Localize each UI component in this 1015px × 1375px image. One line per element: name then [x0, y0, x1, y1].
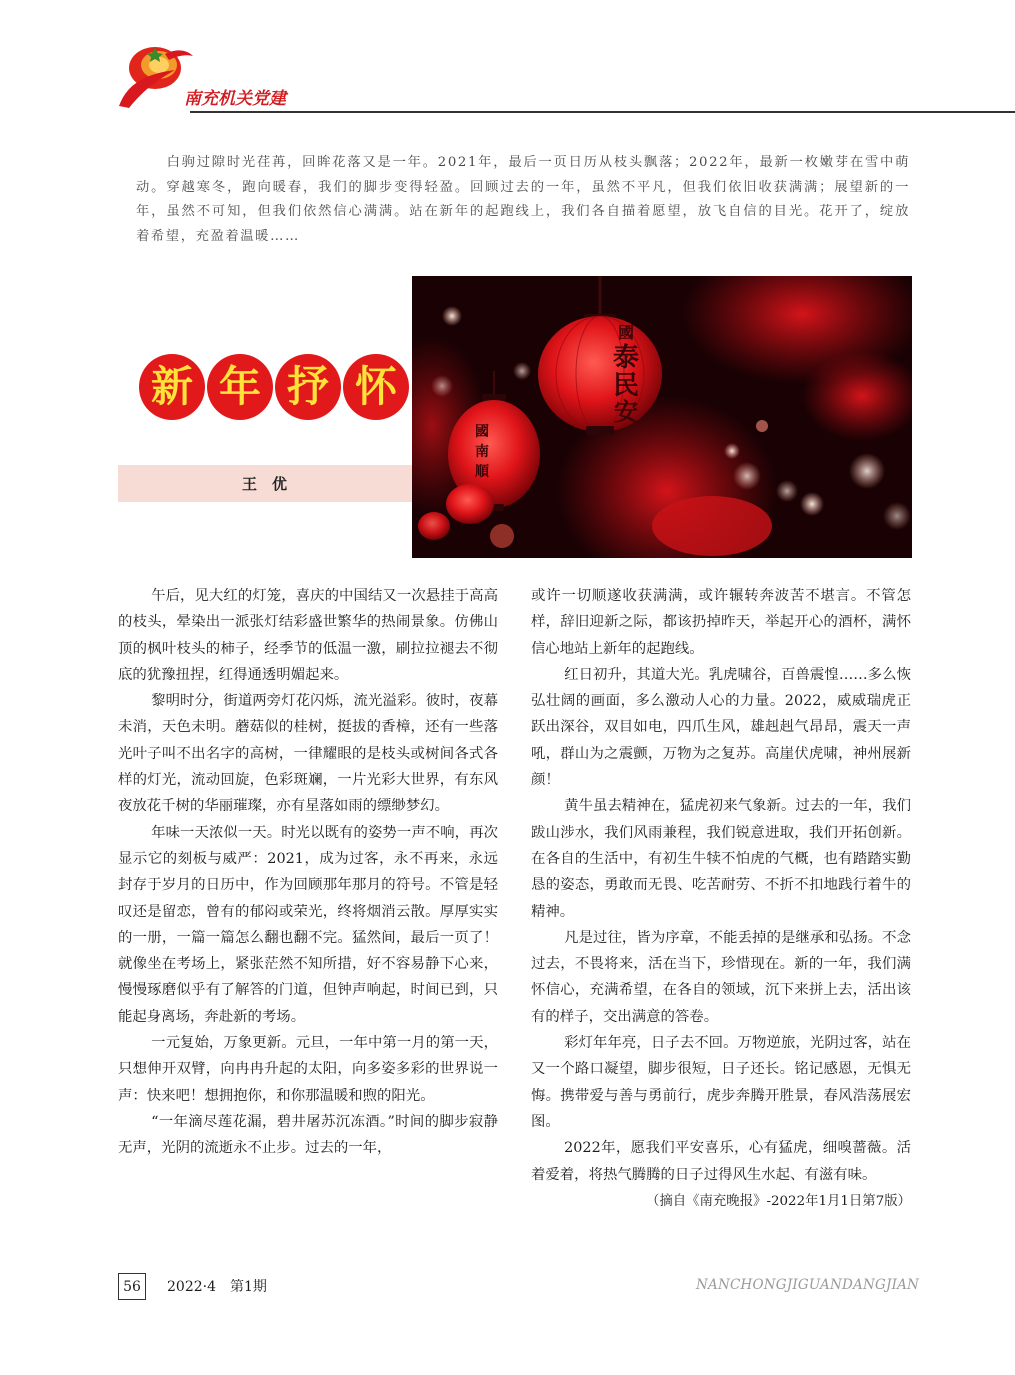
article-paragraph: 凡是过往，皆为序章，不能丢掉的是继承和弘扬。不念过去，不畏将来，活在当下，珍惜现在。新的一年，我们满怀信心，充满希望，在各自的领域，沉下来拼上去，活出该有的样子，交出满意的答卷。	[531, 929, 911, 1025]
author-band	[118, 465, 414, 502]
intro-text	[136, 151, 910, 249]
article-title	[139, 354, 409, 420]
article-paragraph: 2022年，愿我们平安喜乐，心有猛虎，细嗅蔷薇。活着爱着，将热气腾腾的日子过得风生水起、有滋有味。	[531, 1140, 911, 1183]
lantern-photo	[412, 276, 912, 558]
author-name: 王优	[242, 475, 303, 493]
page-number: 56	[118, 1273, 146, 1300]
article-paragraph: 黎明时分，街道两旁灯花闪烁，流光溢彩。彼时，夜幕未消，天色未明。蘑菇似的桂树，挺拔的香樟，还有一些落光叶子叫不出名字的高树，一律耀眼的是枝头或树间各式各样的灯光，流动回旋，色彩斑斓，一片光彩大世界，有东风夜放花千树的华丽璀璨，亦有星落如雨的缥缈梦幻。	[118, 693, 498, 815]
lantern-char: 安	[614, 397, 638, 426]
title-char: 抒	[275, 354, 341, 420]
lantern-char: 國	[617, 323, 635, 342]
article-paragraph: 一元复始，万象更新。元旦，一年中第一月的第一天，只想伸开双臂，向冉冉升起的太阳，向多姿多彩的世界说一声：快来吧！想拥抱你，和你那温暖和煦的阳光。	[118, 1035, 498, 1104]
magazine-name: 南充机关党建	[184, 89, 286, 109]
title-char: 年	[207, 354, 273, 420]
article-paragraph: 黄牛虽去精神在，猛虎初来气象新。过去的一年，我们跋山涉水，我们风雨兼程，我们锐意进取，我们开拓创新。在各自的生活中，有初生牛犊不怕虎的气概，也有踏踏实勤恳的姿态，勇敢而无畏、吃苦耐劳、不折不扣地践行着牛的精神。	[531, 798, 911, 920]
article-column-left	[118, 583, 498, 1162]
intro-paragraph: 白驹过隙时光荏苒，回眸花落又是一年。2021年，最后一页日历从枝头飘落；2022年，最新一枚嫩芽在雪中萌动。穿越寒冬，跑向暖春，我们的脚步变得轻盈。回顾过去的一年，虽然不平凡，但我们依旧收获满满；展望新的一年，虽然不可知，但我们依然信心满满。站在新年的起跑线上，我们各自描着愿望，放飞自信的目光。花开了，绽放着希望，充盈着温暖……	[136, 155, 910, 244]
footer-magazine-latin: NANCHONGJIGUANDANGJIAN	[696, 1277, 920, 1293]
title-char: 新	[139, 354, 205, 420]
title-char: 怀	[343, 354, 409, 420]
lantern-char: 順	[475, 464, 489, 480]
article-paragraph: “一年滴尽莲花漏，碧井屠苏沉冻酒。”时间的脚步寂静无声，光阴的流逝永不止步。过去的一年，	[118, 1113, 498, 1157]
article-paragraph: 红日初升，其道大光。乳虎啸谷，百兽震惶……多么恢弘壮阔的画面，多么激动人心的力量。2022，威威瑞虎正跃出深谷，双目如电，四爪生风，雄赳赳气昂昂，震天一声吼，群山为之震颤，万物为之复苏。高崖伏虎啸，神州展新颜！	[531, 666, 911, 789]
magazine-logo	[115, 44, 195, 112]
article-column-right	[531, 583, 911, 1215]
lantern-char: 民	[612, 371, 640, 401]
header-divider	[190, 111, 1015, 113]
source-citation: （摘自《南充晚报》-2022年1月1日第7版）	[645, 1193, 911, 1209]
article-paragraph: 年味一天浓似一天。时光以既有的姿势一声不响，再次显示它的刻板与威严：2021，成为过客，永不再来，永远封存于岁月的日历中，作为回顾那年那月的符号。不管是轻叹还是留恋，曾有的郁闷或荣光，终将烟消云散。厚厚实实的一册，一篇一篇怎么翻也翻不完。猛然间，最后一页了！就像坐在考场上，紧张茫然不知所措，好不容易静下心来，慢慢琢磨似乎有了解答的门道，但钟声响起，时间已到，只能起身离场，奔赴新的考场。	[118, 824, 498, 1025]
article-paragraph: 彩灯年年亮，日子去不回。万物逆旅，光阴过客，站在又一个路口凝望，脚步很短，日子还长。铭记感恩，无惧无悔。携带爱与善与勇前行，虎步奔腾开胜景，春风浩荡展宏图。	[531, 1035, 911, 1130]
lantern-char: 國	[475, 424, 489, 440]
lantern-char: 泰	[612, 343, 640, 373]
lantern-char: 南	[475, 444, 489, 460]
article-paragraph: 午后，见大红的灯笼，喜庆的中国结又一次悬挂于高高的枝头，晕染出一派张灯结彩盛世繁华的热闹景象。仿佛山顶的枫叶枝头的柿子，经季节的低温一激，刷拉拉褪去不彻底的犹豫扭捏，红得通透明媚起来。	[118, 588, 498, 683]
article-paragraph-continued: 或许一切顺遂收获满满，或许辗转奔波苦不堪言。不管怎样，辞旧迎新之际，都该扔掉昨天，举起开心的酒杯，满怀信心地站上新年的起跑线。	[531, 588, 911, 657]
issue-label: 2022·4 第1期	[167, 1279, 267, 1295]
